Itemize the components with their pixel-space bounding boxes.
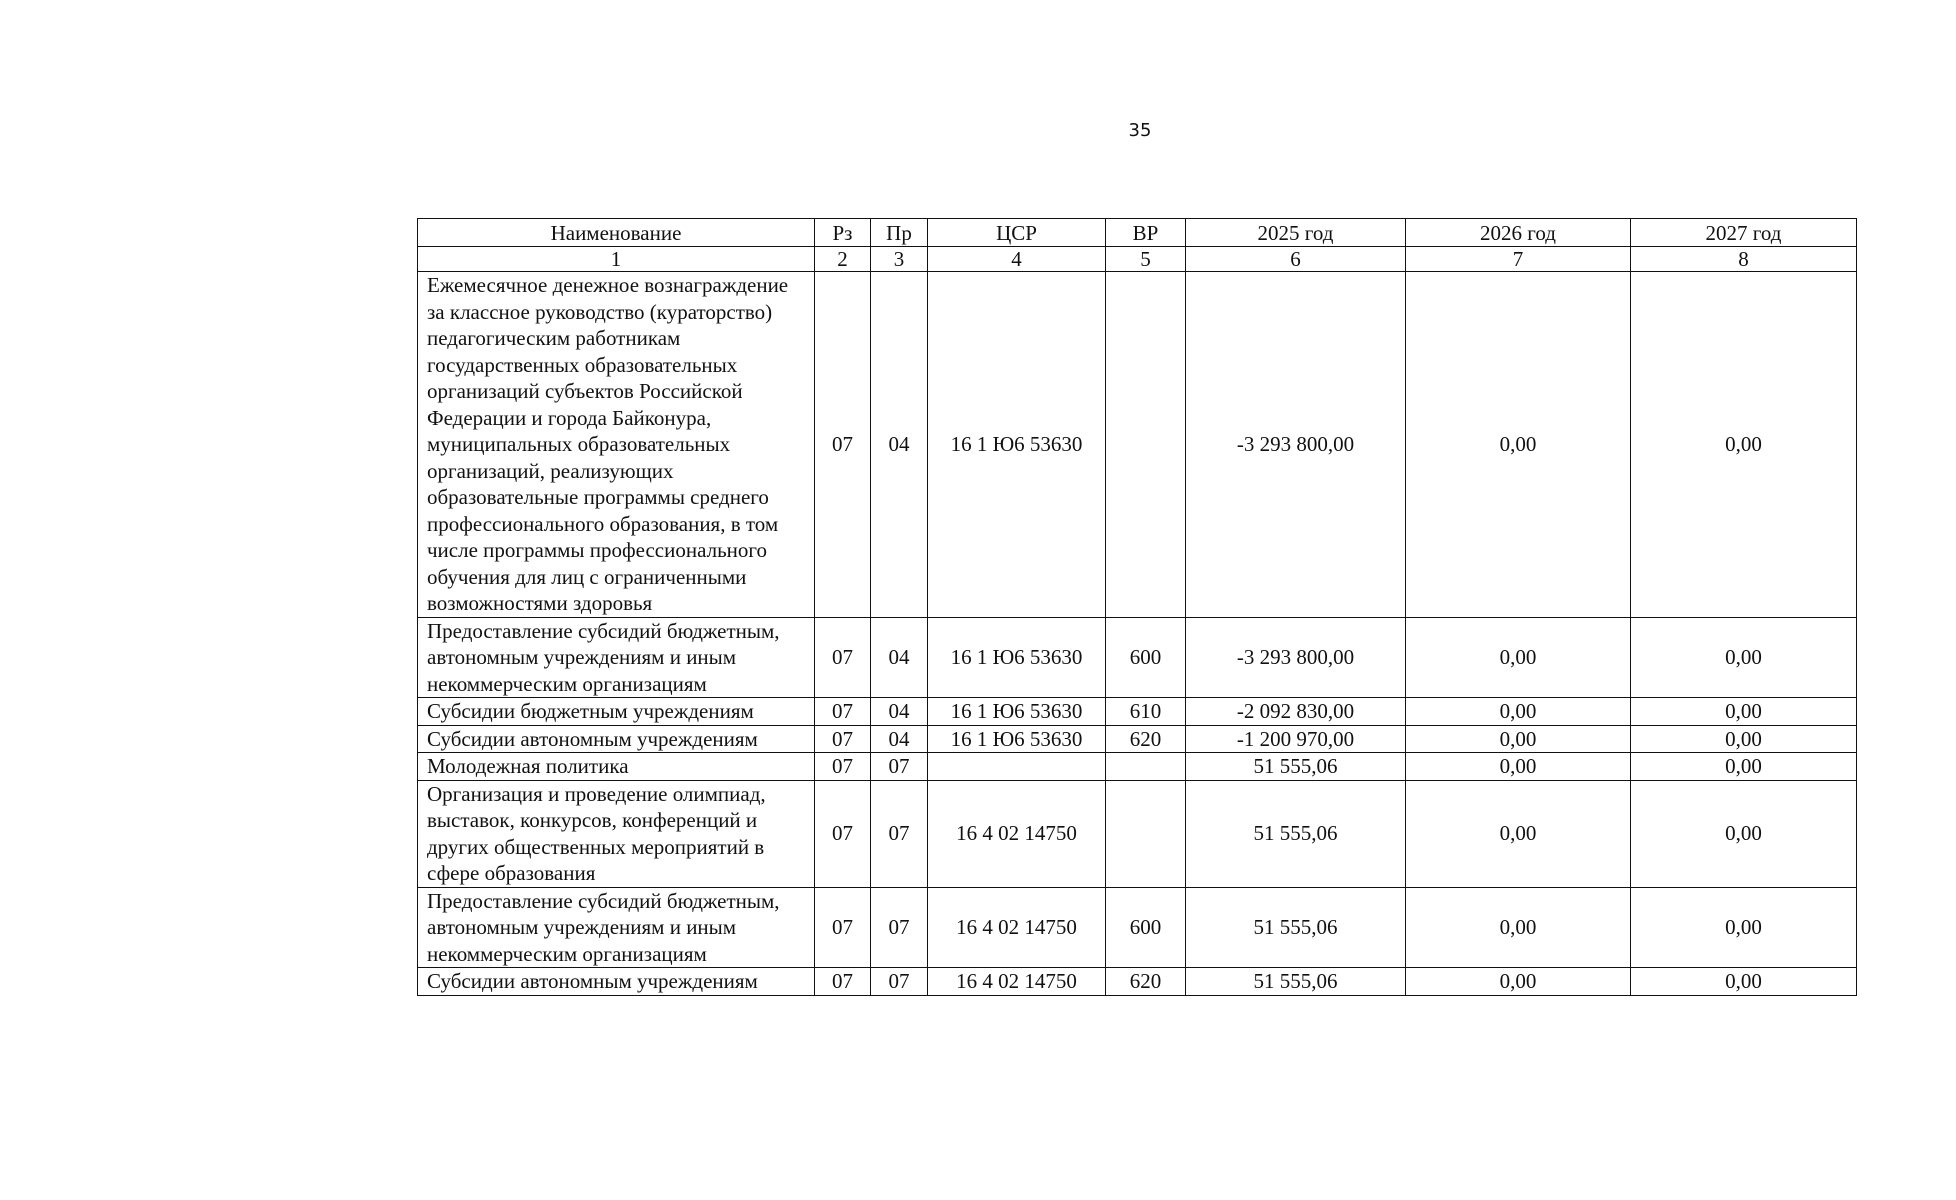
row-2025: -3 293 800,00 (1186, 272, 1406, 618)
row-rz: 07 (815, 698, 871, 726)
column-number: 4 (928, 247, 1106, 272)
row-name: Предоставление субсидий бюджетным, автономным учреждениям и иным некоммерческим организациям (418, 887, 815, 968)
table-row (418, 617, 1857, 698)
row-2025: -1 200 970,00 (1186, 725, 1406, 753)
page-number: 35 (1128, 120, 1152, 141)
row-2026: 0,00 (1406, 753, 1631, 781)
row-pr: 04 (871, 725, 928, 753)
row-2027: 0,00 (1631, 968, 1857, 996)
row-name: Молодежная политика (418, 753, 815, 781)
header-vr: ВР (1106, 219, 1186, 247)
header-rz: Рз (815, 219, 871, 247)
row-vr: 600 (1106, 887, 1186, 968)
column-number-row (418, 247, 1857, 272)
row-csr: 16 1 Ю6 53630 (928, 272, 1106, 618)
row-csr: 16 1 Ю6 53630 (928, 698, 1106, 726)
row-pr: 04 (871, 698, 928, 726)
column-number: 5 (1106, 247, 1186, 272)
row-2027: 0,00 (1631, 887, 1857, 968)
row-csr: 16 4 02 14750 (928, 780, 1106, 887)
column-number: 3 (871, 247, 928, 272)
row-rz: 07 (815, 780, 871, 887)
table-row (418, 272, 1857, 618)
header-name: Наименование (418, 219, 815, 247)
row-2025: 51 555,06 (1186, 968, 1406, 996)
row-pr: 07 (871, 780, 928, 887)
row-2026: 0,00 (1406, 780, 1631, 887)
row-rz: 07 (815, 725, 871, 753)
row-vr: 620 (1106, 725, 1186, 753)
row-name: Субсидии автономным учреждениям (418, 968, 815, 996)
row-2026: 0,00 (1406, 272, 1631, 618)
row-rz: 07 (815, 887, 871, 968)
row-pr: 07 (871, 968, 928, 996)
row-pr: 04 (871, 617, 928, 698)
row-name: Субсидии автономным учреждениям (418, 725, 815, 753)
table-row (418, 698, 1857, 726)
table-row (418, 887, 1857, 968)
row-2025: -3 293 800,00 (1186, 617, 1406, 698)
row-2027: 0,00 (1631, 780, 1857, 887)
row-2025: 51 555,06 (1186, 780, 1406, 887)
table-row (418, 780, 1857, 887)
row-csr: 16 1 Ю6 53630 (928, 725, 1106, 753)
row-vr: 600 (1106, 617, 1186, 698)
row-vr (1106, 780, 1186, 887)
row-name: Субсидии бюджетным учреждениям (418, 698, 815, 726)
column-number: 7 (1406, 247, 1631, 272)
row-2025: 51 555,06 (1186, 887, 1406, 968)
row-2026: 0,00 (1406, 725, 1631, 753)
row-pr: 04 (871, 272, 928, 618)
column-number: 2 (815, 247, 871, 272)
row-2027: 0,00 (1631, 725, 1857, 753)
row-name: Ежемесячное денежное вознаграждение за классное руководство (кураторство) педагогическим работникам государственных образовательных организаций субъектов Российской Федерации и города Байконура, муниципальных образовательных организаций, реализующих образовательные программы среднего профессионального образования, в том числе программы профессионального обучения для лиц с ограниченными возможностями здоровья (418, 272, 815, 618)
row-2025: 51 555,06 (1186, 753, 1406, 781)
row-pr: 07 (871, 753, 928, 781)
row-vr (1106, 753, 1186, 781)
row-rz: 07 (815, 272, 871, 618)
header-csr: ЦСР (928, 219, 1106, 247)
budget-table (417, 218, 1857, 996)
row-csr: 16 4 02 14750 (928, 887, 1106, 968)
row-2027: 0,00 (1631, 272, 1857, 618)
header-2027: 2027 год (1631, 219, 1857, 247)
header-row (418, 219, 1857, 247)
row-2027: 0,00 (1631, 698, 1857, 726)
column-number: 6 (1186, 247, 1406, 272)
header-pr: Пр (871, 219, 928, 247)
header-2026: 2026 год (1406, 219, 1631, 247)
row-2026: 0,00 (1406, 698, 1631, 726)
row-vr (1106, 272, 1186, 618)
row-csr: 16 1 Ю6 53630 (928, 617, 1106, 698)
row-vr: 620 (1106, 968, 1186, 996)
row-2026: 0,00 (1406, 617, 1631, 698)
row-2025: -2 092 830,00 (1186, 698, 1406, 726)
row-name: Организация и проведение олимпиад, выставок, конкурсов, конференций и других общественных мероприятий в сфере образования (418, 780, 815, 887)
row-rz: 07 (815, 753, 871, 781)
table-row (418, 968, 1857, 996)
row-vr: 610 (1106, 698, 1186, 726)
row-csr (928, 753, 1106, 781)
table-row (418, 725, 1857, 753)
table-row (418, 753, 1857, 781)
row-csr: 16 4 02 14750 (928, 968, 1106, 996)
row-2026: 0,00 (1406, 968, 1631, 996)
row-2027: 0,00 (1631, 617, 1857, 698)
row-name: Предоставление субсидий бюджетным, автономным учреждениям и иным некоммерческим организациям (418, 617, 815, 698)
row-2027: 0,00 (1631, 753, 1857, 781)
column-number: 1 (418, 247, 815, 272)
column-number: 8 (1631, 247, 1857, 272)
row-pr: 07 (871, 887, 928, 968)
header-2025: 2025 год (1186, 219, 1406, 247)
row-2026: 0,00 (1406, 887, 1631, 968)
row-rz: 07 (815, 617, 871, 698)
row-rz: 07 (815, 968, 871, 996)
